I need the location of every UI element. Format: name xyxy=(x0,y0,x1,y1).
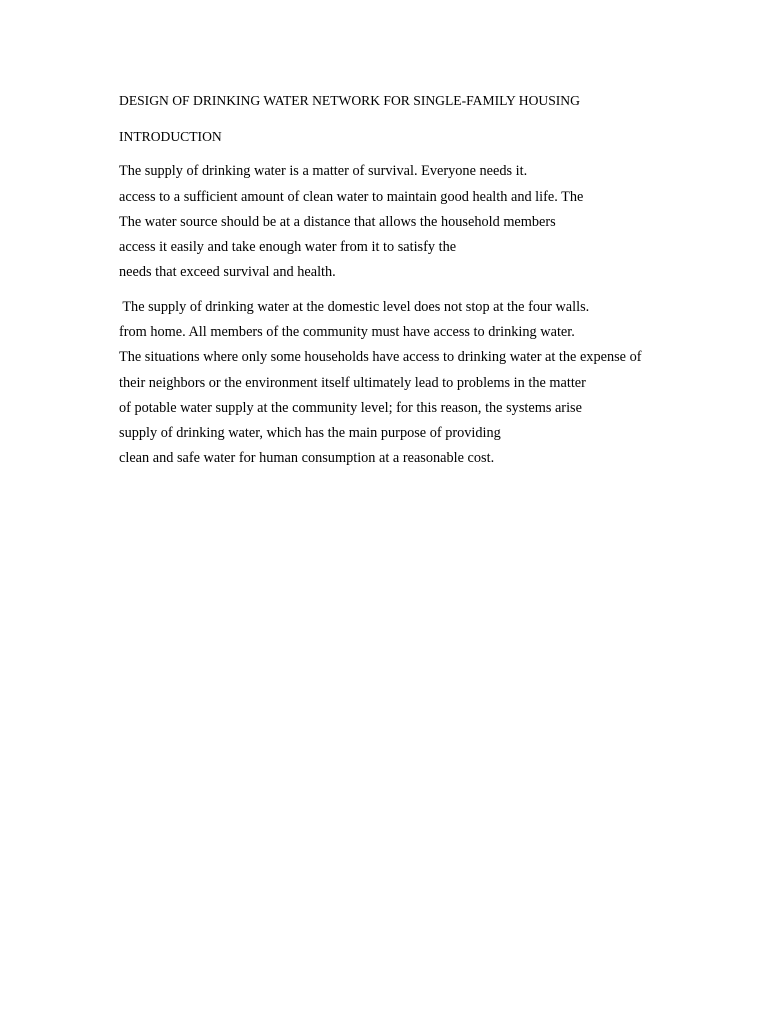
paragraph-line: needs that exceed survival and health. xyxy=(119,264,336,280)
paragraph-line: supply of drinking water, which has the main purpose of providing xyxy=(119,425,501,441)
paragraph-line: access to a sufficient amount of clean water to maintain good health and life. The xyxy=(119,189,584,205)
document-title: DESIGN OF DRINKING WATER NETWORK FOR SINGLE-FAMILY HOUSING xyxy=(119,93,580,108)
paragraph-line: The situations where only some households have access to drinking water at the expense of xyxy=(119,349,642,365)
paragraph-line: from home. All members of the community must have access to drinking water. xyxy=(119,324,575,340)
paragraph-line: The water source should be at a distance that allows the household members xyxy=(119,214,556,230)
paragraph-line: access it easily and take enough water from it to satisfy the xyxy=(119,239,457,255)
paragraph-line: of potable water supply at the community level; for this reason, the systems arise xyxy=(119,400,582,416)
paragraph-line: their neighbors or the environment itself ultimately lead to problems in the matter xyxy=(119,375,586,391)
paragraph-line: clean and safe water for human consumption at a reasonable cost. xyxy=(119,450,495,466)
paragraph-line: The supply of drinking water at the domestic level does not stop at the four walls. xyxy=(119,299,590,315)
paragraph-line: The supply of drinking water is a matter of survival. Everyone needs it. xyxy=(119,163,528,179)
section-heading: INTRODUCTION xyxy=(119,129,222,144)
